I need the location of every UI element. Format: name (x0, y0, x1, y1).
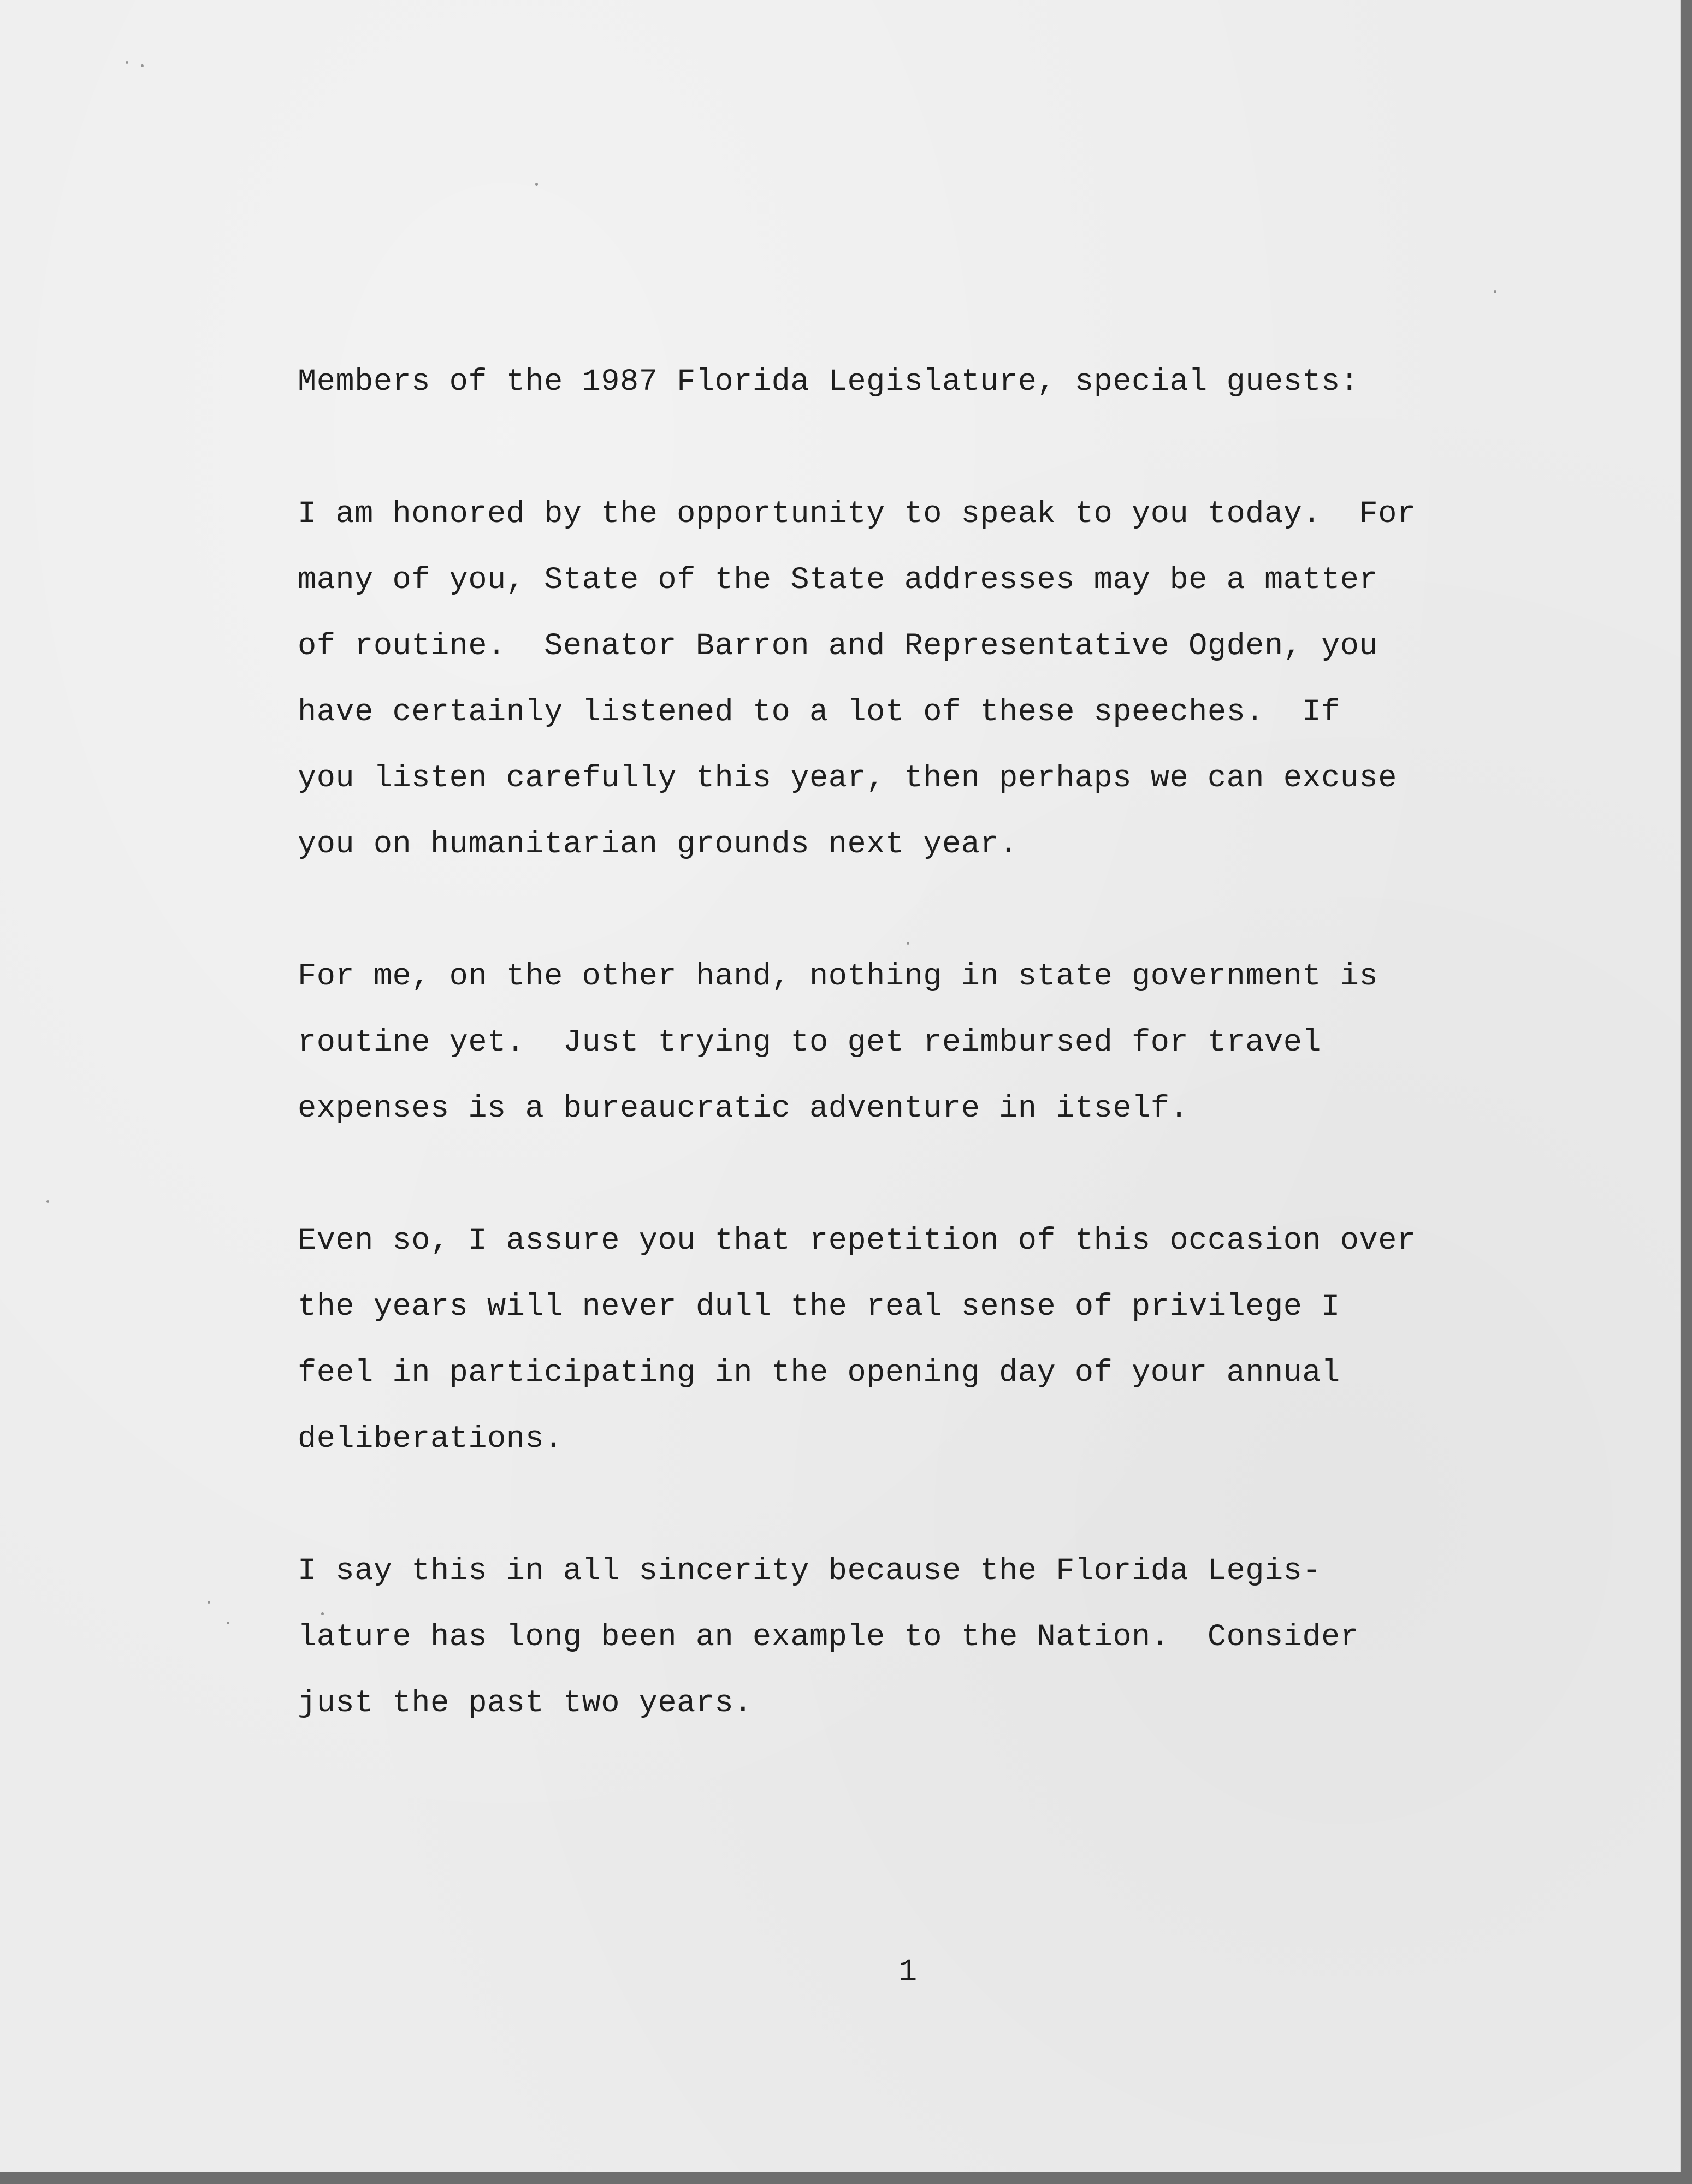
text-line: of routine. Senator Barron and Representative Ogden, you (298, 629, 1379, 664)
salutation: Members of the 1987 Florida Legislature, special guests: (298, 365, 1359, 400)
text-line: For me, on the other hand, nothing in state government is (298, 959, 1379, 994)
scan-speck (227, 1622, 229, 1624)
text-line: you listen carefully this year, then perhaps we can excuse (298, 761, 1397, 796)
text-line: have certainly listened to a lot of these speeches. If (298, 695, 1340, 730)
scan-speck (46, 1200, 49, 1203)
text-line: the years will never dull the real sense of privilege I (298, 1290, 1340, 1325)
text-line: Even so, I assure you that repetition of this occasion over (298, 1224, 1416, 1259)
scan-speck (208, 1601, 210, 1604)
document-body (298, 349, 1521, 1803)
text-line: expenses is a bureaucratic adventure in itself. (298, 1091, 1189, 1126)
text-line: I say this in all sincerity because the Florida Legis- (298, 1554, 1322, 1589)
text-line: lature has long been an example to the Nation. Consider (298, 1620, 1359, 1655)
scan-speck (126, 61, 128, 64)
text-line: deliberations. (298, 1422, 563, 1457)
scan-speck (141, 64, 144, 67)
text-line: feel in participating in the opening day of your annual (298, 1356, 1340, 1391)
text-line: you on humanitarian grounds next year. (298, 827, 1018, 862)
paragraph-4 (298, 1539, 1521, 1737)
page-number: 1 (898, 1955, 918, 1990)
text-line: I am honored by the opportunity to speak to you today. For (298, 497, 1416, 532)
text-line: routine yet. Just trying to get reimbursed for travel (298, 1025, 1322, 1060)
text-line: just the past two years. (298, 1686, 753, 1721)
paragraph-3 (298, 1208, 1521, 1473)
paragraph-2 (298, 944, 1521, 1142)
paragraph-1 (298, 482, 1521, 878)
scan-speck (535, 183, 538, 186)
text-line: many of you, State of the State addresses may be a matter (298, 563, 1379, 598)
scan-speck (1494, 290, 1496, 293)
